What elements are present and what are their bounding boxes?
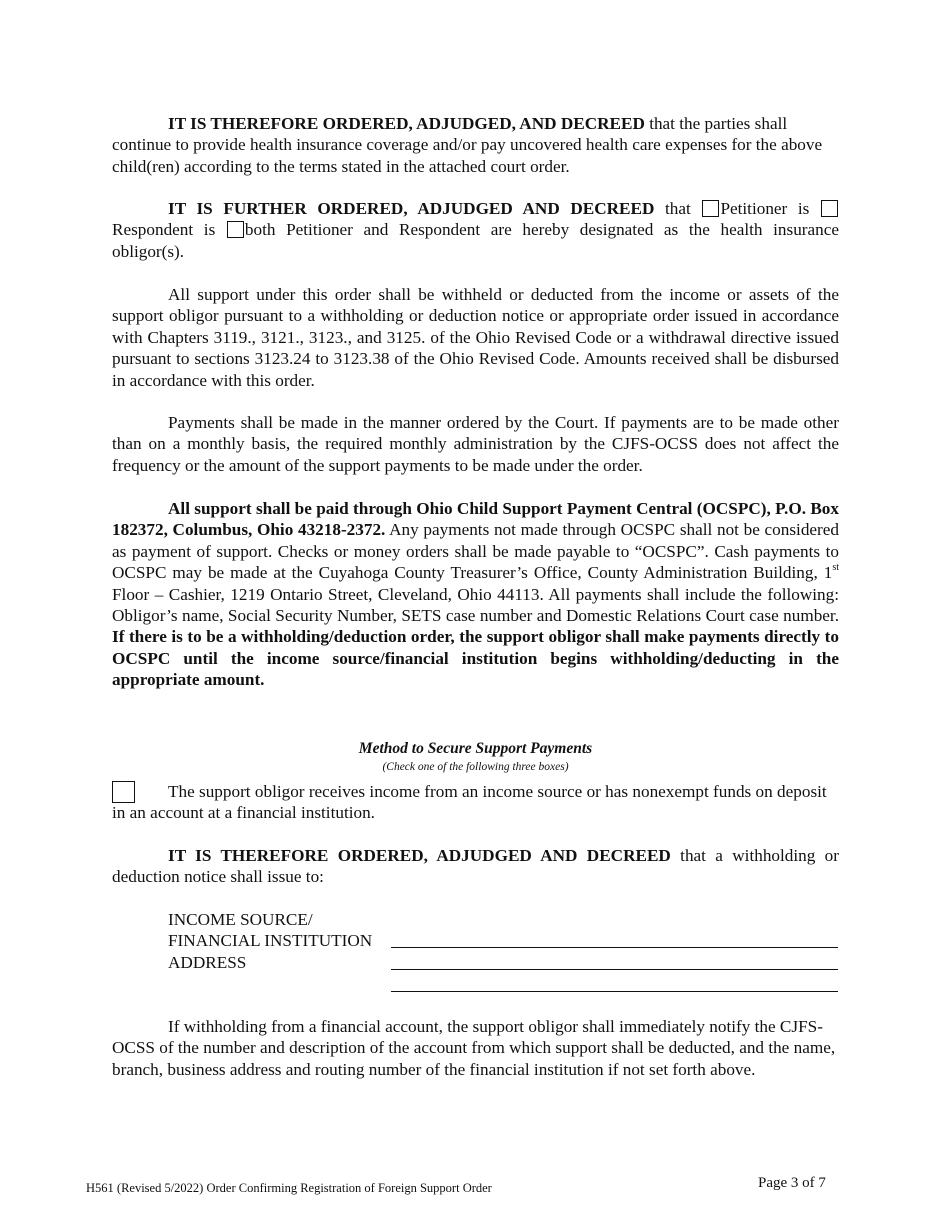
petitioner-checkbox[interactable] (702, 200, 719, 217)
superscript: st (832, 562, 839, 574)
paragraph-text: that (654, 199, 702, 218)
address-field-line-1[interactable] (391, 969, 838, 970)
order-paragraph-withholding-notice (112, 845, 839, 888)
ocspc-payment-paragraph (112, 498, 839, 691)
respondent-checkbox[interactable] (821, 200, 838, 217)
respondent-label: Respondent is (112, 220, 226, 240)
paragraph-text: Floor – Cashier, 1219 Ontario Street, Cleveland, Ohio 44113. All payments shall include the following: Obligor’s name, Social Security Number, SETS case number and Domestic Relations Court case number. (112, 584, 839, 626)
address-field-line-2[interactable] (391, 991, 838, 992)
paragraph-text: Any payments not made through OCSPC shall not be considered as payment of support. Checks or money orders shall be made payable to “OCSPC”. Cash payments to OCSPC may be made at the Cuyahoga County Treasurer’s Office, County Administration Building, 1 (112, 520, 839, 583)
decree-heading: IT IS THEREFORE ORDERED, ADJUDGED, AND DECREED (168, 114, 645, 133)
paragraph-text: that the parties shall continue to provide health insurance coverage and/or pay uncovered health care expenses for the above child(ren) according to the terms stated in the attached court order. (112, 114, 823, 176)
income-source-label: INCOME SOURCE/ (168, 910, 313, 929)
both-parties-checkbox[interactable] (227, 221, 244, 238)
income-source-paragraph: The support obligor receives income from an income source or has nonexempt funds on deposit in an account at a financial institution. (112, 782, 827, 823)
method-section-title: Method to Secure Support Payments (358, 740, 593, 757)
address-label: ADDRESS (168, 953, 247, 972)
order-paragraph-health-coverage (112, 113, 839, 177)
payment-manner-paragraph: Payments shall be made in the manner ordered by the Court. If payments are to be made other than on a monthly basis, the required monthly administration by the CJFS-OCSS does not affect the frequency or the amount of the support payments to be made under the order. (112, 413, 839, 475)
form-footer: H561 (Revised 5/2022) Order Confirming Registration of Foreign Support Order (86, 1181, 492, 1195)
method-section-subtitle: (Check one of the following three boxes) (382, 761, 569, 773)
petitioner-label: Petitioner is (720, 199, 820, 218)
financial-account-paragraph: If withholding from a financial account, the support obligor shall immediately notify the CJFS-OCSS of the number and description of the account from which support shall be deducted, and the name, branch, business address and routing number of the financial institution if not set forth above. (112, 1017, 836, 1079)
decree-heading: IT IS FURTHER ORDERED, ADJUDGED AND DECREED (168, 199, 655, 218)
withholding-notice-text: If there is to be a withholding/deduction order, the support obligor shall make payments directly to OCSPC until the income source/financial institution begins withholding/deducting in the appropriate amount. (112, 627, 839, 690)
financial-institution-label: FINANCIAL INSTITUTION (168, 931, 373, 950)
order-paragraph-health-obligor (112, 198, 839, 262)
both-parties-label: both Petitioner and Respondent are hereby designated as the health insurance obligor(s). (112, 220, 839, 261)
page-number: Page 3 of 7 (758, 1175, 826, 1191)
financial-institution-field[interactable] (391, 947, 838, 948)
withholding-paragraph: All support under this order shall be withheld or deducted from the income or assets of the support obligor pursuant to a withholding or deduction notice or appropriate order issued in accordance with Chapters 3119., 3121., 3123., and 3125. of the Ohio Revised Code or a withdrawal directive issued pursuant to sections 3123.24 to 3123.38 of the Ohio Revised Code. Amounts received shall be disbursed in accordance with this order. (112, 285, 839, 390)
paragraph-text: that a withholding or deduction notice shall issue to: (112, 846, 839, 887)
ocspc-address-text: All support shall be paid through Ohio Child Support Payment Central (OCSPC), P.O. Box 182372, Columbus, Ohio 43218-2372. (112, 499, 839, 540)
decree-heading: IT IS THEREFORE ORDERED, ADJUDGED AND DECREED (168, 846, 671, 865)
